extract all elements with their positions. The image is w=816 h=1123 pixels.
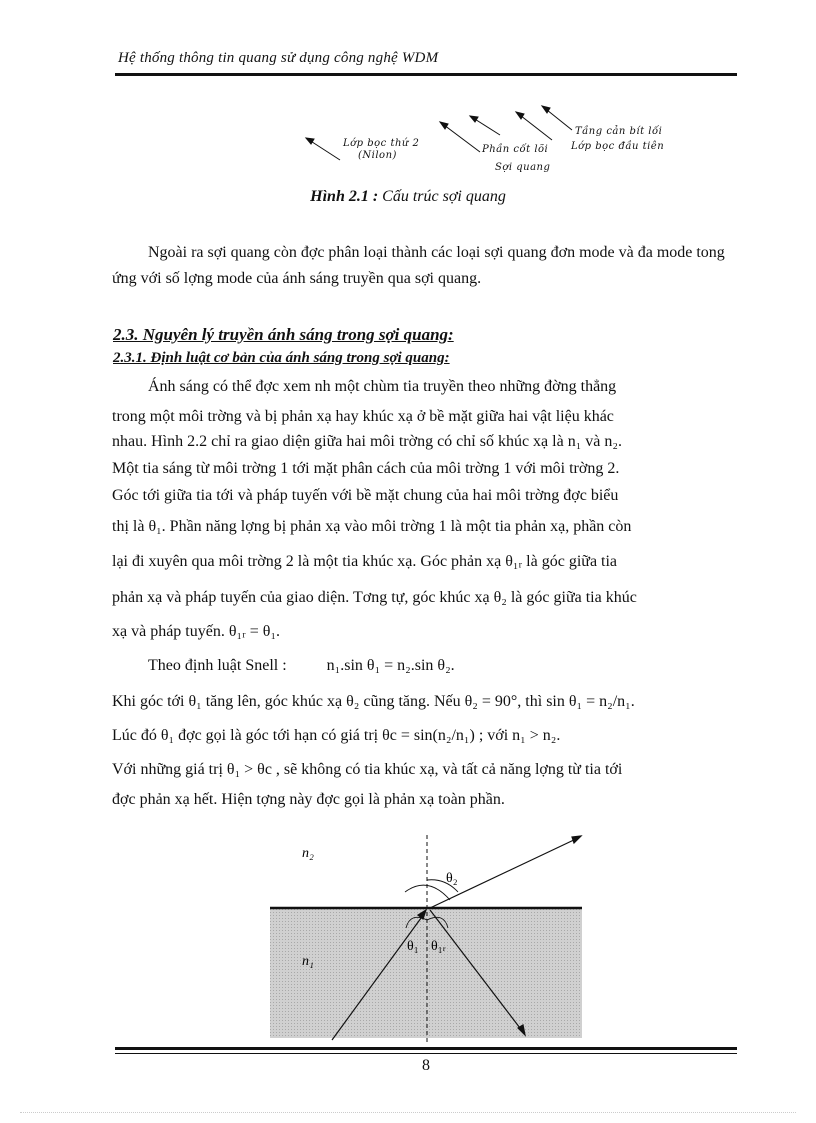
body-line: Khi góc tới θ₁ tăng lên, góc khúc xạ θ₂ cũng tăng. Nếu θ₂ = 90°, thì sin θ₁ = n₂/n₁. [112,693,635,710]
footer-rule-thin [115,1053,737,1054]
body-line: phản xạ và pháp tuyến của giao diện. Tơng tự, góc khúc xạ θ₂ là góc giữa tia khúc [112,589,637,606]
body-line: lại đi xuyên qua môi trờng 2 là một tia khúc xạ. Góc phản xạ θ₁ᵣ là góc giữa tia [112,553,618,570]
label-buffer: Tầng cản bít lối [575,126,663,137]
label-fiber: Sợi quang [495,162,551,173]
theta1-label: θ₁ [407,939,419,954]
body-line: Ánh sáng có thể đợc xem nh một chùm tia truyền theo những đờng thẳng [148,378,617,395]
body-line: Với những giá trị θ₁ > θc , sẽ không có tia khúc xạ, và tất cả năng lợng từ tia tới [112,761,623,778]
subsection-heading: 2.3.1. Định luật cơ bản của ánh sáng trong sợi quang: [113,350,450,366]
label-layer2: Lớp bọc thứ 2 [343,138,420,149]
footer-rule [115,1047,737,1050]
header-title: Hệ thống thông tin quang sử dụng công nghệ WDM [118,50,439,66]
snell-law-line: Theo định luật Snell : n₁.sin θ₁ = n₂.sin θ₂. [148,657,455,674]
body-line: thị là θ₁. Phần năng lợng bị phản xạ vào môi trờng 1 là một tia phản xạ, phần còn [112,518,632,535]
body-line: Một tia sáng từ môi trờng 1 tới mặt phân cách của môi trờng 1 với môi trờng 2. [112,460,620,477]
intro-paragraph: Ngoài ra sợi quang còn đợc phân loại thành các loại sợi quang đơn mode và đa mode tong ứng với số lợng mode của ánh sáng truyền qua sợi quang. [112,244,725,287]
label-nilon: (Nilon) [358,150,397,161]
page-number: 8 [422,1057,430,1074]
page-bottom-border [20,1112,796,1113]
body-line: đợc phản xạ hết. Hiện tợng này đợc gọi là phản xạ toàn phần. [112,791,505,808]
theta2-label: θ₂ [446,871,458,886]
body-line: trong một môi trờng và bị phản xạ hay khúc xạ ở bề mặt giữa hai vật liệu khác [112,408,614,425]
caption-text: Cấu trúc sợi quang [378,188,506,205]
label-core: Phần cốt lõi [482,144,549,155]
label-layer1: Lớp bọc đầu tiên [571,141,665,152]
medium-1-region [270,908,582,1038]
body-line: xạ và pháp tuyến. θ₁ᵣ = θ₁. [112,623,281,640]
theta1r-label: θ₁ᵣ [431,939,446,954]
caption-label: Hình 2.1 : [310,188,379,205]
body-line: nhau. Hình 2.2 chỉ ra giao diện giữa hai môi trờng có chỉ số khúc xạ là n₁ và n₂. [112,433,622,450]
n2-label: n₂ [302,846,314,861]
body-line: Góc tới giữa tia tới và pháp tuyến với bề mặt chung của hai môi trờng đợc biểu [112,487,619,504]
n1-label: n₁ [302,954,314,969]
body-line: Lúc đó θ₁ đợc gọi là góc tới hạn có giá trị θc = sin(n₂/n₁) ; với n₁ > n₂. [112,727,561,744]
section-heading: 2.3. Nguyên lý truyền ánh sáng trong sợi quang: [113,325,454,344]
